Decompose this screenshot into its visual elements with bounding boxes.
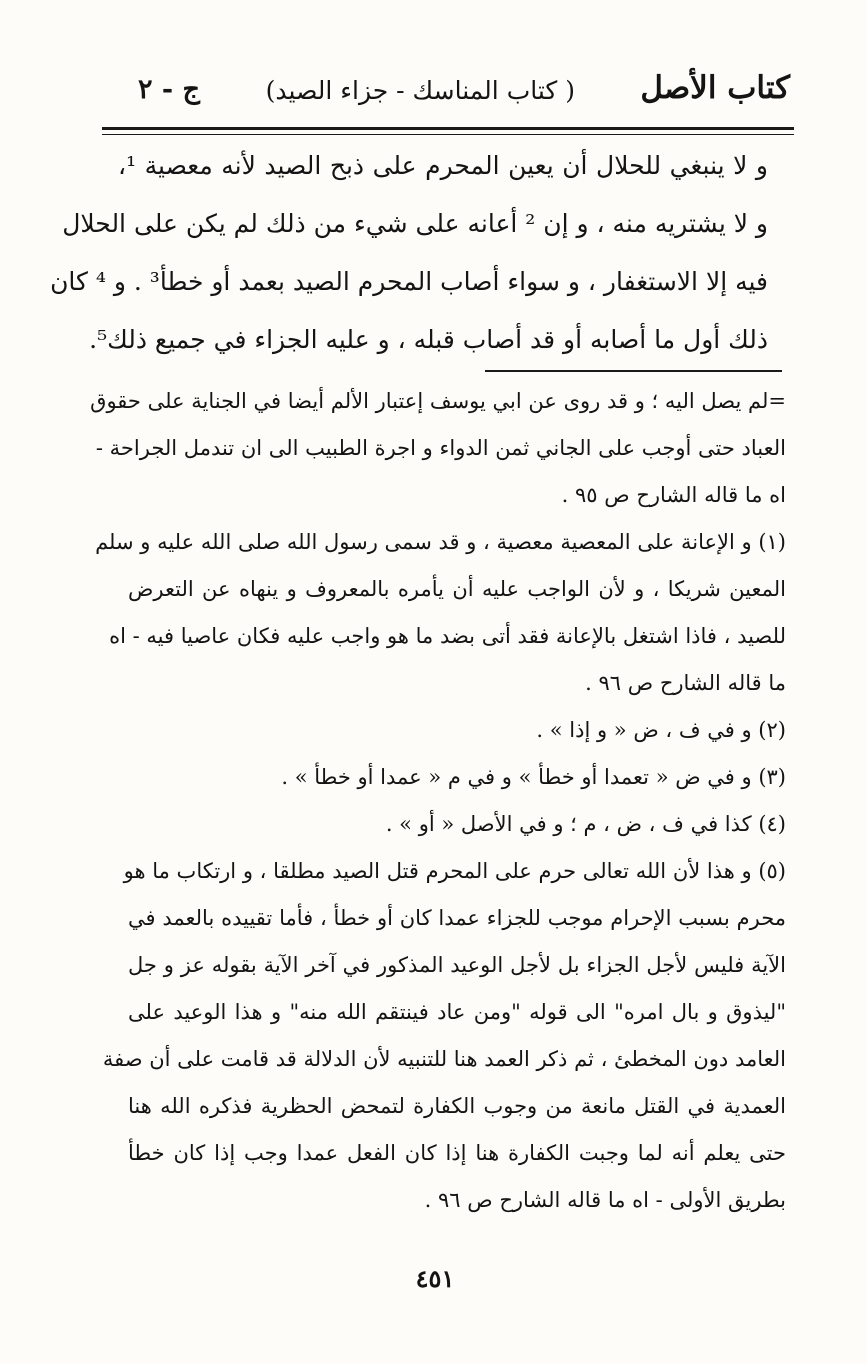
main-text-line: و لا ينبغي للحلال أن يعين المحرم على ذبح الصيد لأنه معصية ¹، xyxy=(118,151,768,180)
footnote-line: العباد حتى أوجب على الجاني ثمن الدواء و اجرة الطبيب الى ان تندمل الجراحة - xyxy=(95,436,786,460)
footnote-line: =لم يصل اليه ؛ و قد روى عن ابي يوسف إعتبار الألم أيضا في الجناية على حقوق xyxy=(90,389,786,413)
footnote-line: "ليذوق و بال امره" الى قوله "ومن عاد فينتقم الله منه" و هذا الوعيد على xyxy=(128,1000,786,1024)
footnote-line: للصيد ، فاذا اشتغل بالإعانة فقد أتى بضد ما هو واجب عليه فكان عاصيا فيه - اه xyxy=(109,624,786,648)
volume-number: ج - ٢ xyxy=(138,74,200,105)
footnote-line: ما قاله الشارح ص ٩٦ . xyxy=(585,671,786,695)
book-title: كتاب الأصل xyxy=(640,70,790,106)
page-number: ٤٥١ xyxy=(415,1264,455,1293)
footnotes-block xyxy=(90,378,786,1224)
footnote-line: (٤) كذا في ف ، ض ، م ؛ و في الأصل « أو » . xyxy=(385,812,786,836)
main-text-line: و لا يشتريه منه ، و إن ² أعانه على شيء من ذلك لم يكن على الحلال xyxy=(62,209,768,238)
footnote-line: (١) و الإعانة على المعصية معصية ، و قد سمى رسول الله صلى الله عليه و سلم xyxy=(95,530,786,554)
footnote-line: (٥) و هذا لأن الله تعالى حرم على المحرم قتل الصيد مطلقا ، و ارتكاب ما هو xyxy=(123,859,786,883)
section-title: ( كتاب المناسك - جزاء الصيد) xyxy=(265,76,575,105)
footnote-line: المعين شريكا ، و لأن الواجب عليه أن يأمره بالمعروف و ينهاه عن التعرض xyxy=(128,577,786,601)
main-text-block xyxy=(50,137,768,369)
footnote-line: العامد دون المخطئ ، ثم ذكر العمد هنا للتنبيه لأن الدلالة قد قامت على أن صفة xyxy=(102,1047,786,1071)
footnote-line: (٣) و في ض « تعمدا أو خطأ » و في م « عمدا أو خطأ » . xyxy=(281,765,786,789)
footnote-line: حتى يعلم أنه لما وجبت الكفارة هنا إذا كان الفعل عمدا وجب إذا كان خطأ xyxy=(128,1141,786,1165)
footnote-line: بطريق الأولى - اه ما قاله الشارح ص ٩٦ . xyxy=(424,1188,786,1212)
footnote-line: (٢) و في ف ، ض « و إذا » . xyxy=(536,718,786,742)
footnote-line: الآية فليس لأجل الجزاء بل لأجل الوعيد المذكور في آخر الآية بقوله عز و جل xyxy=(128,953,786,977)
footnote-line: العمدية في القتل مانعة من وجوب الكفارة لتمحض الحظرية فذكره الله هنا xyxy=(128,1094,786,1118)
footnote-line: اه ما قاله الشارح ص ٩٥ . xyxy=(561,483,786,507)
footnote-line: محرم بسبب الإحرام موجب للجزاء عمدا كان أو خطأ ، فأما تقييده بالعمد في xyxy=(128,906,786,930)
footnote-separator xyxy=(485,370,782,372)
main-text-line: ذلك أول ما أصابه أو قد أصاب قبله ، و عليه الجزاء في جميع ذلك⁵. xyxy=(89,325,768,354)
header-rule-thin xyxy=(102,134,794,135)
running-header xyxy=(110,70,790,120)
main-text-line: فيه إلا الاستغفار ، و سواء أصاب المحرم الصيد بعمد أو خطأ³ . و ⁴ كان xyxy=(50,267,768,296)
header-rule-thick xyxy=(102,127,794,130)
